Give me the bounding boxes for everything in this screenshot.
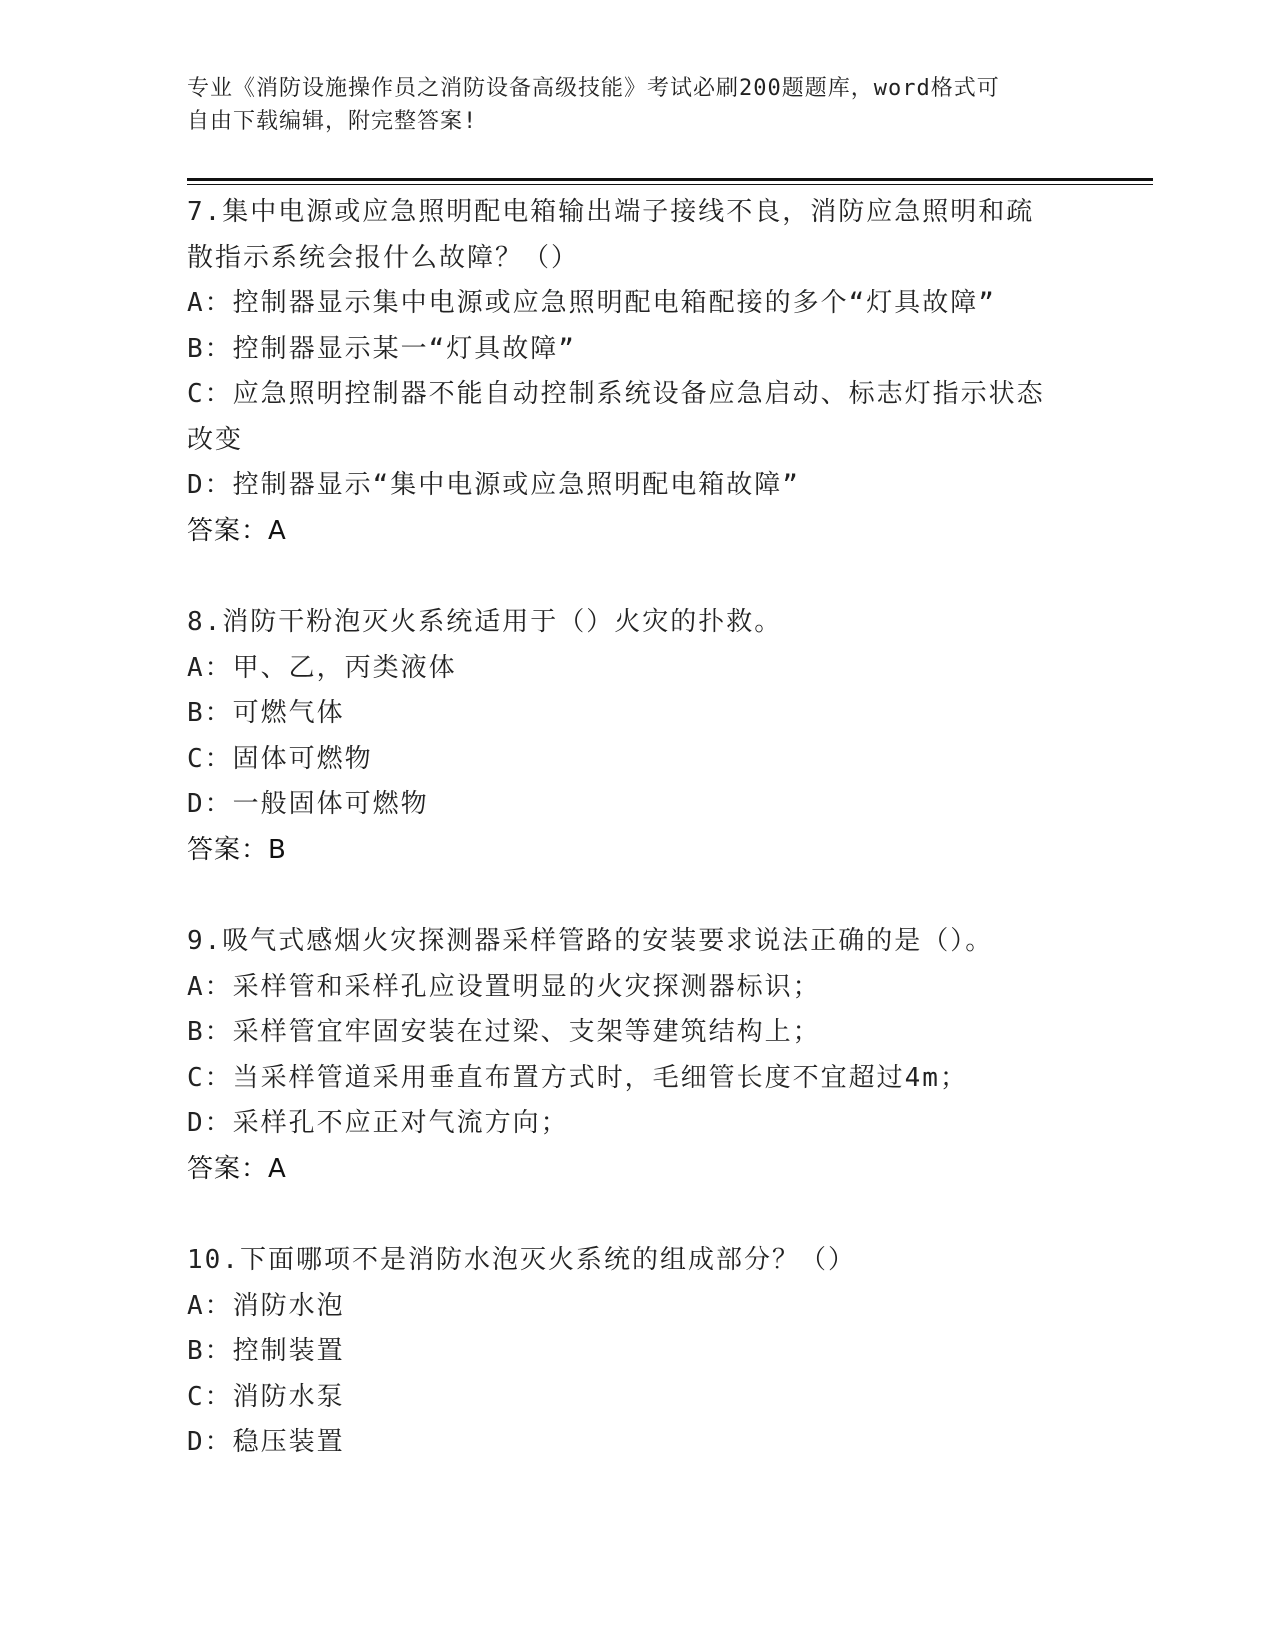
option-a: A：控制器显示集中电源或应急照明配电箱配接的多个“灯具故障”	[187, 288, 996, 318]
question-spacer	[187, 554, 1087, 600]
question-stem-continued: 散指示系统会报什么故障？（）	[187, 242, 580, 273]
option-a: A：消防水泡	[187, 1290, 345, 1321]
question-stem: 7.集中电源或应急照明配电箱输出端子接线不良，消防应急照明和疏	[187, 197, 1035, 227]
question-stem: 10.下面哪项不是消防水泡灭火系统的组成部分？（）	[187, 1245, 856, 1275]
question-spacer	[187, 873, 1087, 919]
question-10	[187, 1238, 1087, 1466]
question-stem: 9.吸气式感烟火灾探测器采样管路的安装要求说法正确的是（）。	[187, 926, 994, 956]
option-a: A：采样管和采样孔应设置明显的火灾探测器标识；	[187, 971, 821, 1002]
option-d: D：一般固体可燃物	[187, 789, 429, 819]
question-7	[187, 190, 1087, 554]
option-b: B：控制装置	[187, 1336, 345, 1366]
answer-label: 答案：A	[187, 1153, 287, 1184]
option-d: D：采样孔不应正对气流方向；	[187, 1108, 569, 1138]
header-line-2: 自由下载编辑，附完整答案!	[187, 109, 478, 134]
option-c-continued: 改变	[187, 424, 244, 455]
question-stem: 8.消防干粉泡灭火系统适用于（）火灾的扑救。	[187, 607, 783, 637]
option-d: D：控制器显示“集中电源或应急照明配电箱故障”	[187, 470, 800, 500]
option-b: B：可燃气体	[187, 698, 345, 728]
option-b: B：控制器显示某一“灯具故障”	[187, 333, 576, 364]
option-c: C：应急照明控制器不能自动控制系统设备应急启动、标志灯指示状态	[187, 379, 1045, 409]
answer-label: 答案：A	[187, 515, 287, 546]
header-line-1: 专业《消防设施操作员之消防设备高级技能》考试必刷200题题库，word格式可	[187, 76, 1000, 101]
option-c: C：当采样管道采用垂直布置方式时，毛细管长度不宜超过4m；	[187, 1062, 968, 1093]
question-9	[187, 919, 1087, 1192]
option-c: C：消防水泵	[187, 1381, 345, 1412]
option-d: D：稳压装置	[187, 1427, 345, 1457]
header-divider-thick	[187, 178, 1153, 181]
question-list	[187, 190, 1087, 1466]
document-header	[187, 72, 1067, 138]
option-c: C：固体可燃物	[187, 743, 373, 774]
question-8	[187, 600, 1087, 873]
option-a: A：甲、乙，丙类液体	[187, 652, 457, 683]
header-divider-thin	[187, 184, 1153, 185]
question-spacer	[187, 1192, 1087, 1238]
option-b: B：采样管宜牢固安装在过梁、支架等建筑结构上；	[187, 1017, 821, 1047]
answer-label: 答案：B	[187, 834, 287, 865]
